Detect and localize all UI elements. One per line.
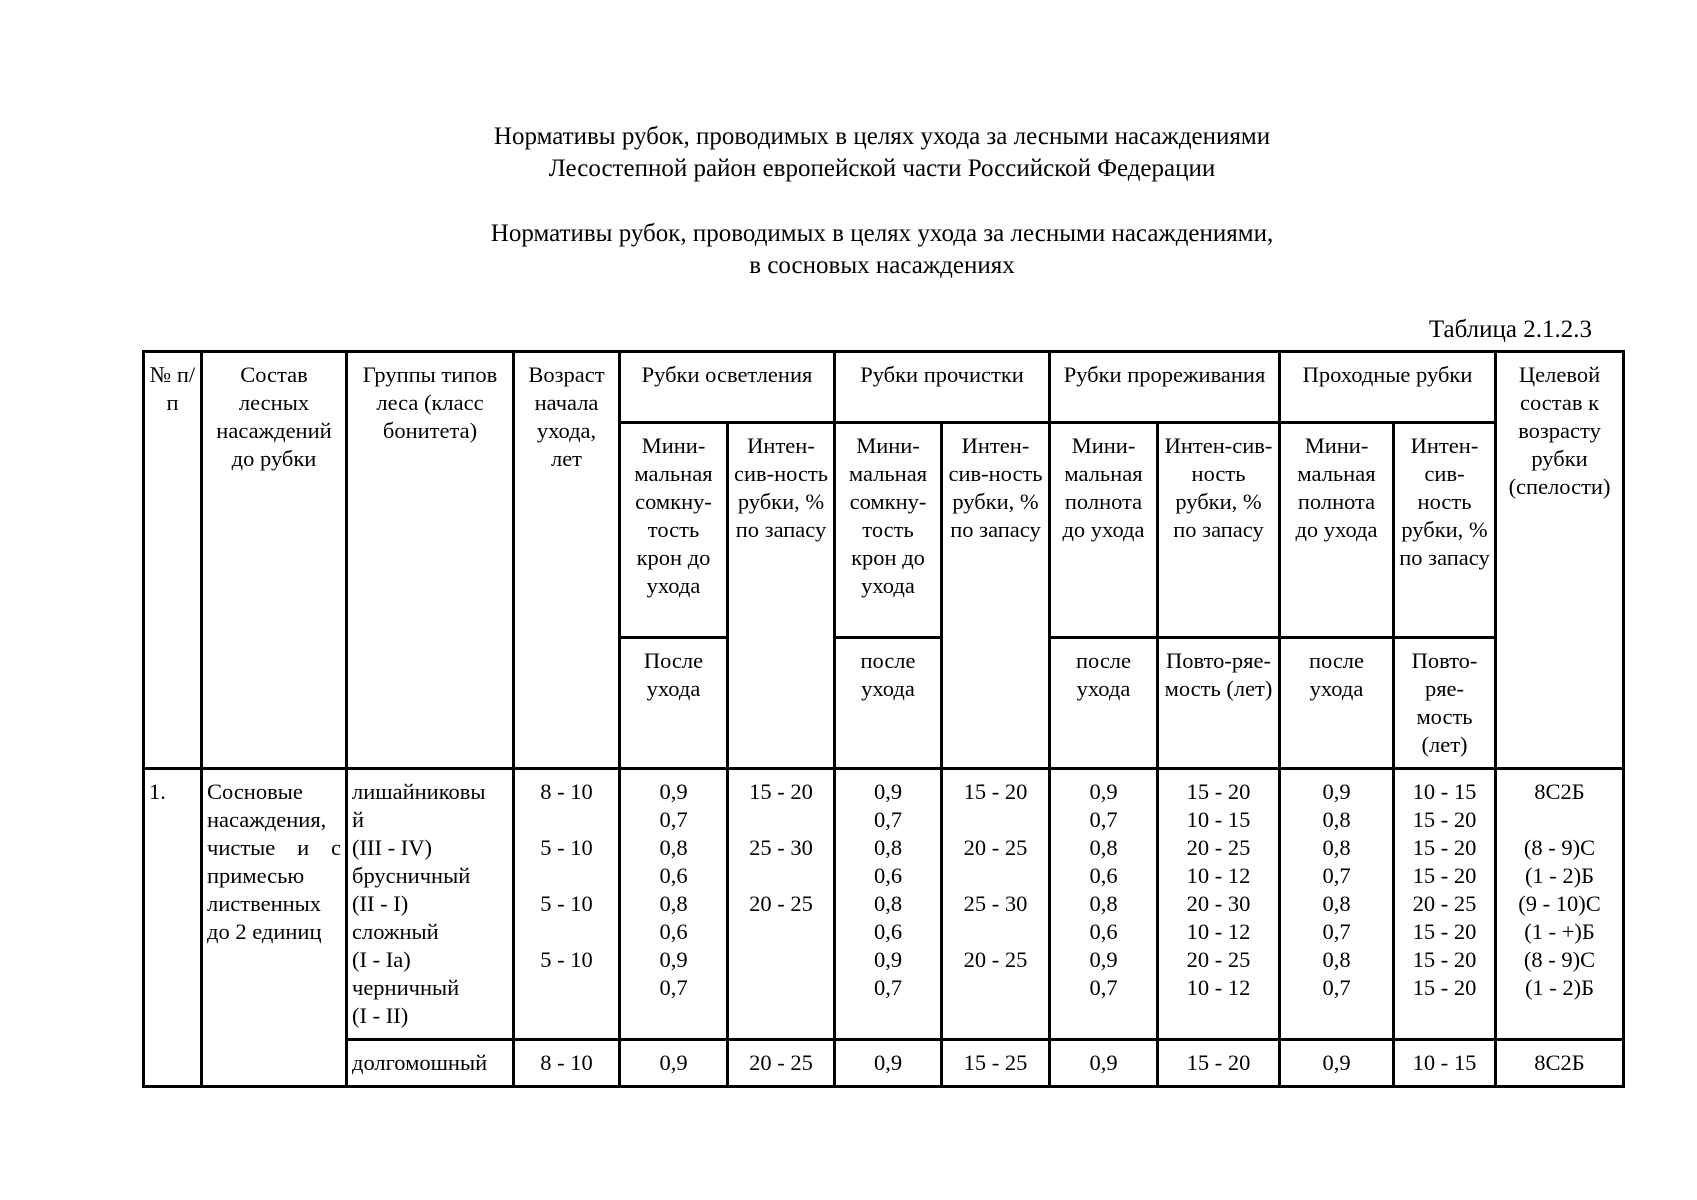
cell-line: 0,9 <box>873 779 903 804</box>
cell-line: (III - IV) <box>352 835 432 860</box>
cell-line <box>519 918 614 946</box>
cell-line: 15 - 20 <box>1412 807 1477 832</box>
cell-line: 5 - 10 <box>540 947 593 972</box>
row-forest-groups <box>347 1040 514 1087</box>
cell-line: (1 - +)Б <box>1524 919 1595 944</box>
title-gap <box>142 185 1622 218</box>
row-start-age <box>514 1040 620 1087</box>
cell-line: 10 - 12 <box>1186 919 1251 944</box>
cell-line: 0,9 <box>659 1050 688 1075</box>
header-pro-min-closure: Мини-мальная сомкну-тость крон до ухода <box>835 423 942 638</box>
header-row-1 <box>144 352 1624 423</box>
row-osv-min-closure <box>620 769 728 1040</box>
cell-line: 20 - 25 <box>963 835 1028 860</box>
cell-line: 0,8 <box>1322 835 1351 860</box>
row-number: 1. <box>144 769 202 1087</box>
cell-line: 5 - 10 <box>540 835 593 860</box>
cell-line: 0,9 <box>659 779 688 804</box>
title-line-3: Нормативы рубок, проводимых в целях ухода за лесными насаждениями, <box>490 220 1274 247</box>
cell-line: 0,9 <box>1089 779 1118 804</box>
cell-line: 15 - 20 <box>749 779 813 804</box>
header-prz-intensity: Интен-сив-ность рубки, % по запасу <box>1158 423 1280 638</box>
row-pro-min-closure <box>835 769 942 1040</box>
cell-line: 0,8 <box>1089 891 1118 916</box>
row-osv-intensity <box>728 1040 835 1087</box>
header-prh-intensity: Интен-сив-ность рубки, % по запасу <box>1394 423 1496 638</box>
cell-line: (I - II) <box>352 1003 409 1028</box>
cell-line: 0,9 <box>659 947 688 972</box>
cell-line <box>519 806 614 834</box>
cell-line: (8 - 9)С <box>1523 947 1596 972</box>
header-composition: Состав лесных насаждений до рубки <box>202 352 347 769</box>
cell-line: 15 - 20 <box>1412 835 1477 860</box>
cell-line: 0,6 <box>1089 863 1118 888</box>
cell-line: 0,9 <box>873 947 903 972</box>
row-forest-groups <box>347 769 514 1040</box>
header-prokhodnye: Проходные рубки <box>1280 352 1496 423</box>
header-num: № п/п <box>144 352 202 769</box>
cell-line: 20 - 25 <box>1186 947 1251 972</box>
cell-line: 0,8 <box>1322 947 1351 972</box>
row-prz-min-density <box>1050 1040 1158 1087</box>
row-pro-intensity <box>942 1040 1050 1087</box>
header-prorezhivanie: Рубки прореживания <box>1050 352 1280 423</box>
cell-line <box>733 806 829 834</box>
cell-line: брусничный <box>352 863 471 888</box>
title-line-2: Лесостепной район европейской части Российской Федерации <box>548 155 1216 182</box>
table-label: Таблица 2.1.2.3 <box>1428 316 1592 343</box>
cell-line <box>947 974 1044 1002</box>
cell-line: 0,7 <box>1089 807 1118 832</box>
cell-line: 10 - 12 <box>1186 863 1251 888</box>
row-start-age <box>514 769 620 1040</box>
row-composition: Сосновые насаждения, чистые и с примесью лиственных до 2 единиц <box>202 769 347 1087</box>
title-line-1: Нормативы рубок, проводимых в целях ухода за лесными насаждениями <box>493 123 1271 150</box>
cell-line: 25 - 30 <box>749 835 813 860</box>
cell-line: 0,6 <box>1089 919 1118 944</box>
cell-line: 5 - 10 <box>540 891 593 916</box>
cell-line <box>733 862 829 890</box>
cell-line: 10 - 15 <box>1186 807 1251 832</box>
cell-line: 0,8 <box>659 835 688 860</box>
cell-line: 0,9 <box>1322 779 1351 804</box>
cell-line: 0,6 <box>873 863 903 888</box>
cell-line: 15 - 20 <box>1186 779 1251 804</box>
cell-line: 0,8 <box>1322 807 1351 832</box>
cell-line: 0,7 <box>1322 975 1351 1000</box>
header-prh-repeat: Повто-ряе-мость (лет) <box>1394 638 1496 769</box>
cell-line: (II - I) <box>352 891 409 916</box>
cell-line: 20 - 25 <box>749 1050 813 1075</box>
cell-line: 20 - 30 <box>1186 891 1251 916</box>
row-target-composition <box>1496 1040 1624 1087</box>
cell-line: 0,9 <box>873 1050 903 1075</box>
cell-line: 15 - 25 <box>963 1050 1028 1075</box>
cell-line: 0,8 <box>1089 835 1118 860</box>
row-prh-min-density <box>1280 1040 1394 1087</box>
row-pro-min-closure <box>835 1040 942 1087</box>
cell-line: сложный <box>352 919 439 944</box>
cell-line: 15 - 20 <box>1412 863 1477 888</box>
cell-line: 0,7 <box>873 975 903 1000</box>
row-osv-intensity <box>728 769 835 1040</box>
norms-table <box>142 350 1625 1088</box>
table-row <box>144 769 1624 1040</box>
cell-line <box>519 862 614 890</box>
header-start-age: Возраст начала ухода, лет <box>514 352 620 769</box>
header-prz-after-care: после ухода <box>1050 638 1158 769</box>
cell-line: 15 - 20 <box>1412 947 1477 972</box>
row-prz-min-density <box>1050 769 1158 1040</box>
cell-line: 0,7 <box>1322 863 1351 888</box>
header-prh-min-density: Мини-мальная полнота до ухода <box>1280 423 1394 638</box>
row-prz-intensity <box>1158 1040 1280 1087</box>
cell-line: 15 - 20 <box>1186 1050 1251 1075</box>
cell-line <box>947 862 1044 890</box>
cell-line: 0,9 <box>1322 1050 1351 1075</box>
cell-line: (I - Ia) <box>352 947 411 972</box>
cell-line: 20 - 25 <box>963 947 1028 972</box>
cell-line: 0,8 <box>873 835 903 860</box>
header-pro-intensity: Интен-сив-ность рубки, % по запасу <box>942 423 1050 769</box>
cell-line: 0,6 <box>659 863 688 888</box>
header-osv-intensity: Интен-сив-ность рубки, % по запасу <box>728 423 835 769</box>
cell-line: 0,6 <box>873 919 903 944</box>
cell-line: лишайниковы <box>352 779 486 804</box>
header-osv-min-closure: Мини-мальная сомкну-тость крон до ухода <box>620 423 728 638</box>
cell-line: (1 - 2)Б <box>1524 863 1595 888</box>
cell-line: 0,6 <box>659 919 688 944</box>
cell-line: 0,8 <box>1322 891 1351 916</box>
cell-line: 25 - 30 <box>963 891 1028 916</box>
cell-line: 0,8 <box>873 891 903 916</box>
row-prh-intensity <box>1394 1040 1496 1087</box>
cell-line: 0,9 <box>1089 947 1118 972</box>
header-pro-after-care: после ухода <box>835 638 942 769</box>
cell-line: 0,7 <box>1089 975 1118 1000</box>
cell-line: (8 - 9)С <box>1523 835 1596 860</box>
document-titles <box>142 121 1622 282</box>
row-target-composition <box>1496 769 1624 1040</box>
row-pro-intensity <box>942 769 1050 1040</box>
cell-line: 10 - 12 <box>1186 975 1251 1000</box>
cell-line: 15 - 20 <box>1412 919 1477 944</box>
cell-line: 8С2Б <box>1534 779 1585 804</box>
cell-line <box>733 918 829 946</box>
cell-line: 15 - 20 <box>963 779 1028 804</box>
cell-line: черничный <box>352 975 460 1000</box>
cell-line <box>947 918 1044 946</box>
cell-line: й <box>352 807 365 832</box>
header-target: Целевой состав к возрасту рубки (спелости) <box>1496 352 1624 769</box>
cell-line: 20 - 25 <box>749 891 813 916</box>
cell-line: 0,9 <box>1089 1050 1118 1075</box>
row-prh-intensity <box>1394 769 1496 1040</box>
cell-line <box>733 974 829 1002</box>
cell-line: 0,8 <box>659 891 688 916</box>
cell-line <box>1501 806 1618 834</box>
cell-line: долгомошный <box>352 1050 488 1075</box>
cell-line <box>947 806 1044 834</box>
cell-line: 10 - 15 <box>1412 779 1477 804</box>
header-osvetlenie: Рубки осветления <box>620 352 835 423</box>
header-prh-after-care: после ухода <box>1280 638 1394 769</box>
cell-line <box>733 946 829 974</box>
cell-line: 10 - 15 <box>1412 1050 1477 1075</box>
cell-line: 8С2Б <box>1534 1050 1585 1075</box>
header-prz-repeat: Повто-ряе-мость (лет) <box>1158 638 1280 769</box>
table-row <box>144 1040 1624 1087</box>
cell-line: 0,7 <box>659 807 688 832</box>
title-line-4: в сосновых насаждениях <box>749 252 1015 279</box>
cell-line: 0,7 <box>659 975 688 1000</box>
cell-line: (9 - 10)С <box>1518 891 1601 916</box>
cell-line: 0,7 <box>873 807 903 832</box>
cell-line: 20 - 25 <box>1412 891 1477 916</box>
cell-line <box>519 974 614 1002</box>
cell-line: 0,7 <box>1322 919 1351 944</box>
cell-line: 8 - 10 <box>540 779 593 804</box>
row-osv-min-closure <box>620 1040 728 1087</box>
row-prz-intensity <box>1158 769 1280 1040</box>
cell-line: 8 - 10 <box>540 1050 593 1075</box>
cell-line: 15 - 20 <box>1412 975 1477 1000</box>
cell-line: 20 - 25 <box>1186 835 1251 860</box>
header-forest-groups: Группы типов леса (класс бонитета) <box>347 352 514 769</box>
header-prz-min-density: Мини-мальная полнота до ухода <box>1050 423 1158 638</box>
header-prochistki: Рубки прочистки <box>835 352 1050 423</box>
header-osv-after-care: После ухода <box>620 638 728 769</box>
row-prh-min-density <box>1280 769 1394 1040</box>
cell-line: (1 - 2)Б <box>1524 975 1595 1000</box>
